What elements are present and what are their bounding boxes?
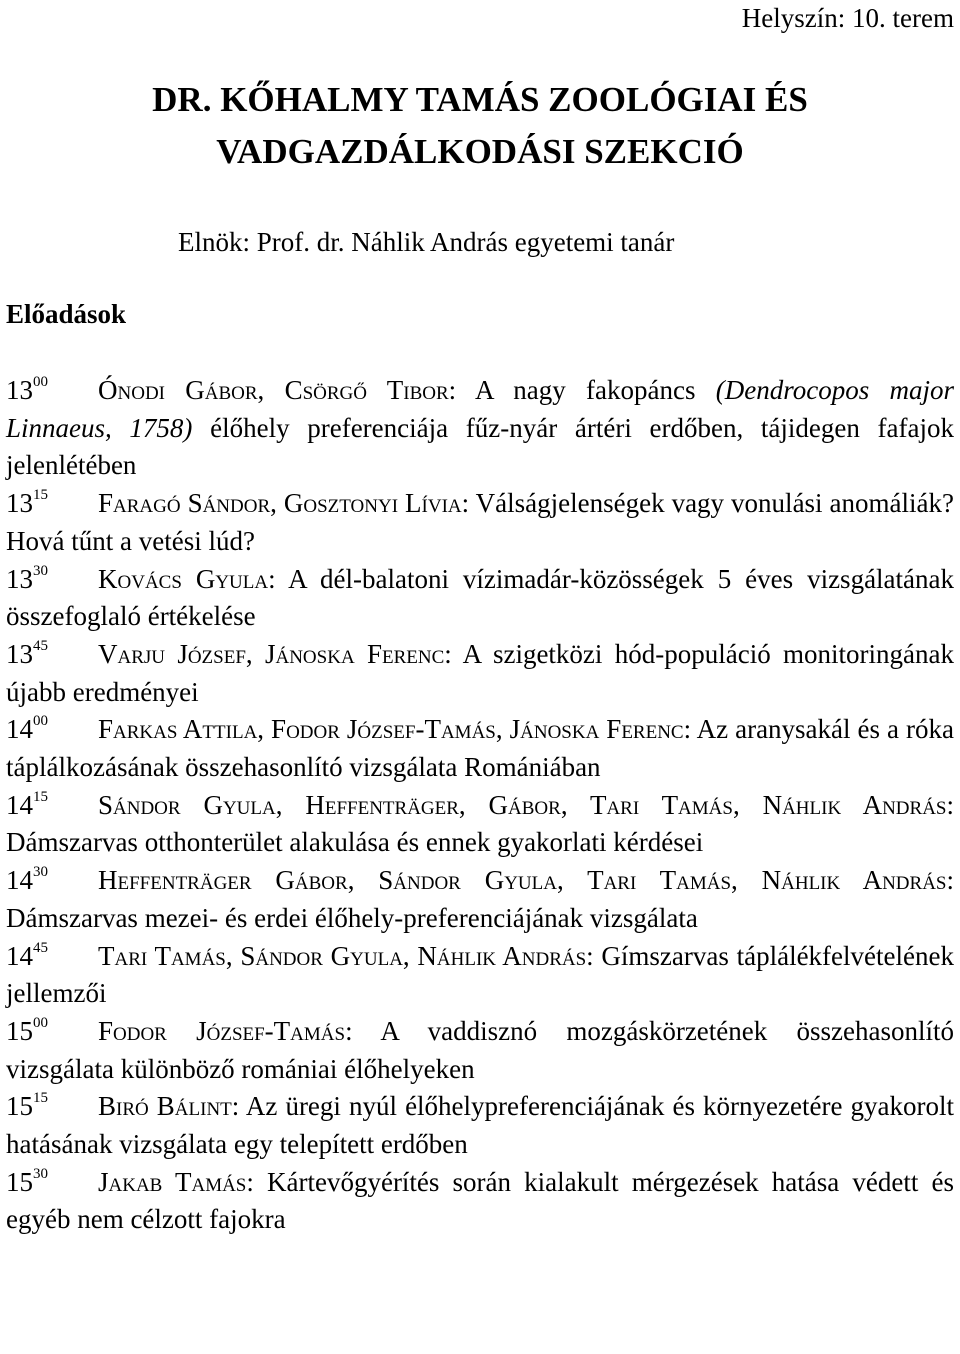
talk-time (6, 639, 48, 669)
talk-title: A szigetközi hód-populáció monitoringának újabb eredményei (6, 638, 954, 707)
talk-time (6, 941, 48, 971)
location-label: Helyszín: 10. terem (741, 3, 954, 33)
talk-item (6, 1088, 954, 1163)
talk-time (6, 564, 48, 594)
talk-time (6, 790, 48, 820)
talk-authors: Ónodi Gábor, Csörgő Tibor (98, 375, 449, 405)
talk-text: $13^{15}$ Faragó Sándor, Gosztonyi Lívia: Válságjelenségek vagy vonulási anomáliák? Hová tűnt a vetési lúd? (6, 487, 954, 556)
talk-title-species: (Dendrocopos major Linnaeus, 1758) (6, 375, 955, 443)
talk-time-minute: 45 (33, 939, 48, 956)
section-title-line-1: DR. KŐHALMY TAMÁS ZOOLÓGIAI ÉS (152, 80, 808, 119)
talk-time-hour: 15 (6, 1015, 33, 1046)
talk-item (6, 561, 954, 636)
talk-text: $15^{15}$ Biró Bálint: Az üregi nyúl élőhelypreferenciájának és környezetére gyakorolt hatásának vizsgálata egy telepített erdőben (6, 1090, 954, 1160)
talk-title: A vaddisznó mozgáskörzetének összehasonlító vizsgálata különböző romániai élőhelyeken (6, 1015, 954, 1084)
talk-time-minute: 15 (33, 788, 48, 805)
talk-title: Válságjelenségek vagy vonulási anomáliák? Hová tűnt a vetési lúd? (6, 488, 954, 556)
chair-line: Elnök: Prof. dr. Náhlik András egyetemi tanár (178, 227, 675, 257)
talk-time-minute: 15 (33, 487, 48, 504)
talk-time-hour: 13 (6, 638, 33, 669)
talk-item (6, 862, 954, 937)
talk-item (6, 938, 954, 1013)
talk-title: Az aranysakál és a róka táplálkozásának összehasonlító vizsgálata Romániában (6, 714, 954, 783)
talk-time-minute: 00 (33, 1014, 48, 1031)
talk-item (6, 711, 954, 786)
talk-item (6, 787, 954, 862)
talk-authors: Sándor Gyula, Heffenträger, Gábor, Tari Tamás, Náhlik András (98, 789, 947, 820)
talk-time (6, 488, 48, 518)
talk-authors: Biró Bálint (98, 1091, 232, 1122)
section-title (0, 74, 960, 178)
talk-authors: Jakab Tamás (98, 1166, 247, 1197)
talk-item (6, 1013, 954, 1088)
talk-authors: Faragó Sándor, Gosztonyi Lívia (98, 488, 462, 519)
talk-time-hour: 15 (6, 1091, 33, 1122)
talk-authors: Kovács Gyula (98, 563, 269, 594)
talk-authors: Tari Tamás, Sándor Gyula, Náhlik András (98, 940, 587, 971)
talk-text: $15^{30}$ Jakab Tamás: Kártevőgyérítés során kialakult mérgezések hatása védett és egyéb nem célzott fajokra (6, 1165, 954, 1235)
talk-item (6, 485, 954, 560)
talk-time-hour: 13 (6, 375, 33, 405)
talk-time (6, 375, 48, 405)
talk-time-minute: 30 (33, 864, 48, 881)
section-title-line-2: VADGAZDÁLKODÁSI SZEKCIÓ (216, 132, 744, 171)
talk-title: Dámszarvas mezei- és erdei élőhely-preferenciájának vizsgálata (6, 902, 698, 933)
talk-item (6, 636, 954, 711)
talk-time (6, 714, 48, 744)
talk-text: $14^{30}$ Heffenträger Gábor, Sándor Gyula, Tari Tamás, Náhlik András: Dámszarvas mezei- és erdei élőhely-preferenciájának vizsgálata (6, 864, 954, 933)
talk-time-minute: 15 (33, 1090, 48, 1107)
talk-title: Dámszarvas otthonterület alakulása és ennek gyakorlati kérdései (6, 827, 704, 858)
talk-time-hour: 14 (6, 865, 33, 896)
talk-time-hour: 15 (6, 1166, 33, 1197)
talk-text: $15^{00}$ Fodor József-Tamás: A vaddisznó mozgáskörzetének összehasonlító vizsgálata különböző romániai élőhelyeken (6, 1014, 954, 1084)
talk-text: $14^{00}$ Farkas Attila, Fodor József-Tamás, Jánoska Ferenc: Az aranysakál és a róka táplálkozásának összehasonlító vizsgálata Romániában (6, 713, 954, 783)
talk-authors: Varju József, Jánoska Ferenc (98, 638, 445, 669)
presentations-heading: Előadások (6, 299, 127, 329)
talk-time-hour: 14 (6, 714, 33, 745)
talk-time (6, 1167, 48, 1197)
talk-time-hour: 13 (6, 488, 33, 519)
talk-authors: Fodor József-Tamás (98, 1015, 346, 1046)
talk-title: Az üregi nyúl élőhelypreferenciájának és környezetére gyakorolt hatásának vizsgálata egy telepített erdőben (6, 1091, 954, 1160)
talk-authors: Farkas Attila, Fodor József-Tamás, Jánoska Ferenc (98, 714, 684, 745)
talk-title-rest: élőhely preferenciája fűz-nyár ártéri erdőben, tájidegen fafajok jelenlétében (6, 412, 954, 481)
talk-text: $13^{00}$ Ónodi Gábor, Csörgő Tibor: A nagy fakopáncs (Dendrocopos major Linnaeus, 1758) élőhely preferenciája fűz-nyár ártéri erdőben, tájidegen fafajok jelenlétében (6, 374, 955, 481)
talk-time (6, 1091, 48, 1121)
talk-time-minute: 00 (33, 713, 48, 730)
talk-title: A nagy fakopáncs (474, 375, 716, 405)
talk-time (6, 865, 48, 895)
talk-time-minute: 00 (33, 374, 48, 390)
talk-title: A dél-balatoni vízimadár-közösségek 5 éves vizsgálatának összefoglaló értékelése (6, 563, 955, 632)
talk-item (6, 372, 954, 485)
talk-text: $13^{45}$ Varju József, Jánoska Ferenc: A szigetközi hód-populáció monitoringának újabb eredményei (6, 637, 954, 707)
talk-time-hour: 14 (6, 940, 33, 971)
talk-title: Kártevőgyérítés során kialakult mérgezések hatása védett és egyéb nem célzott fajokra (6, 1166, 954, 1235)
talk-authors: Heffenträger Gábor, Sándor Gyula, Tari Tamás, Náhlik András (98, 865, 947, 896)
talk-text: $14^{15}$ Sándor Gyula, Heffenträger, Gábor, Tari Tamás, Náhlik András: Dámszarvas otthonterület alakulása és ennek gyakorlati kérdései (6, 788, 954, 858)
talk-text: $13^{30}$ Kovács Gyula: A dél-balatoni vízimadár-közösségek 5 éves vizsgálatának összefoglaló értékelése (6, 562, 955, 632)
talk-list (6, 372, 954, 1239)
talk-time-hour: 13 (6, 563, 33, 594)
talk-item (6, 1164, 954, 1239)
talk-time-minute: 45 (33, 637, 48, 654)
talk-time (6, 1016, 48, 1046)
talk-text: $14^{45}$ Tari Tamás, Sándor Gyula, Náhlik András: Gímszarvas táplálékfelvételének jellemzői (6, 939, 954, 1009)
talk-time-minute: 30 (33, 562, 48, 579)
talk-title: Gímszarvas táplálékfelvételének jellemzői (6, 940, 954, 1009)
talk-time-minute: 30 (33, 1165, 48, 1182)
talk-time-hour: 14 (6, 789, 33, 820)
